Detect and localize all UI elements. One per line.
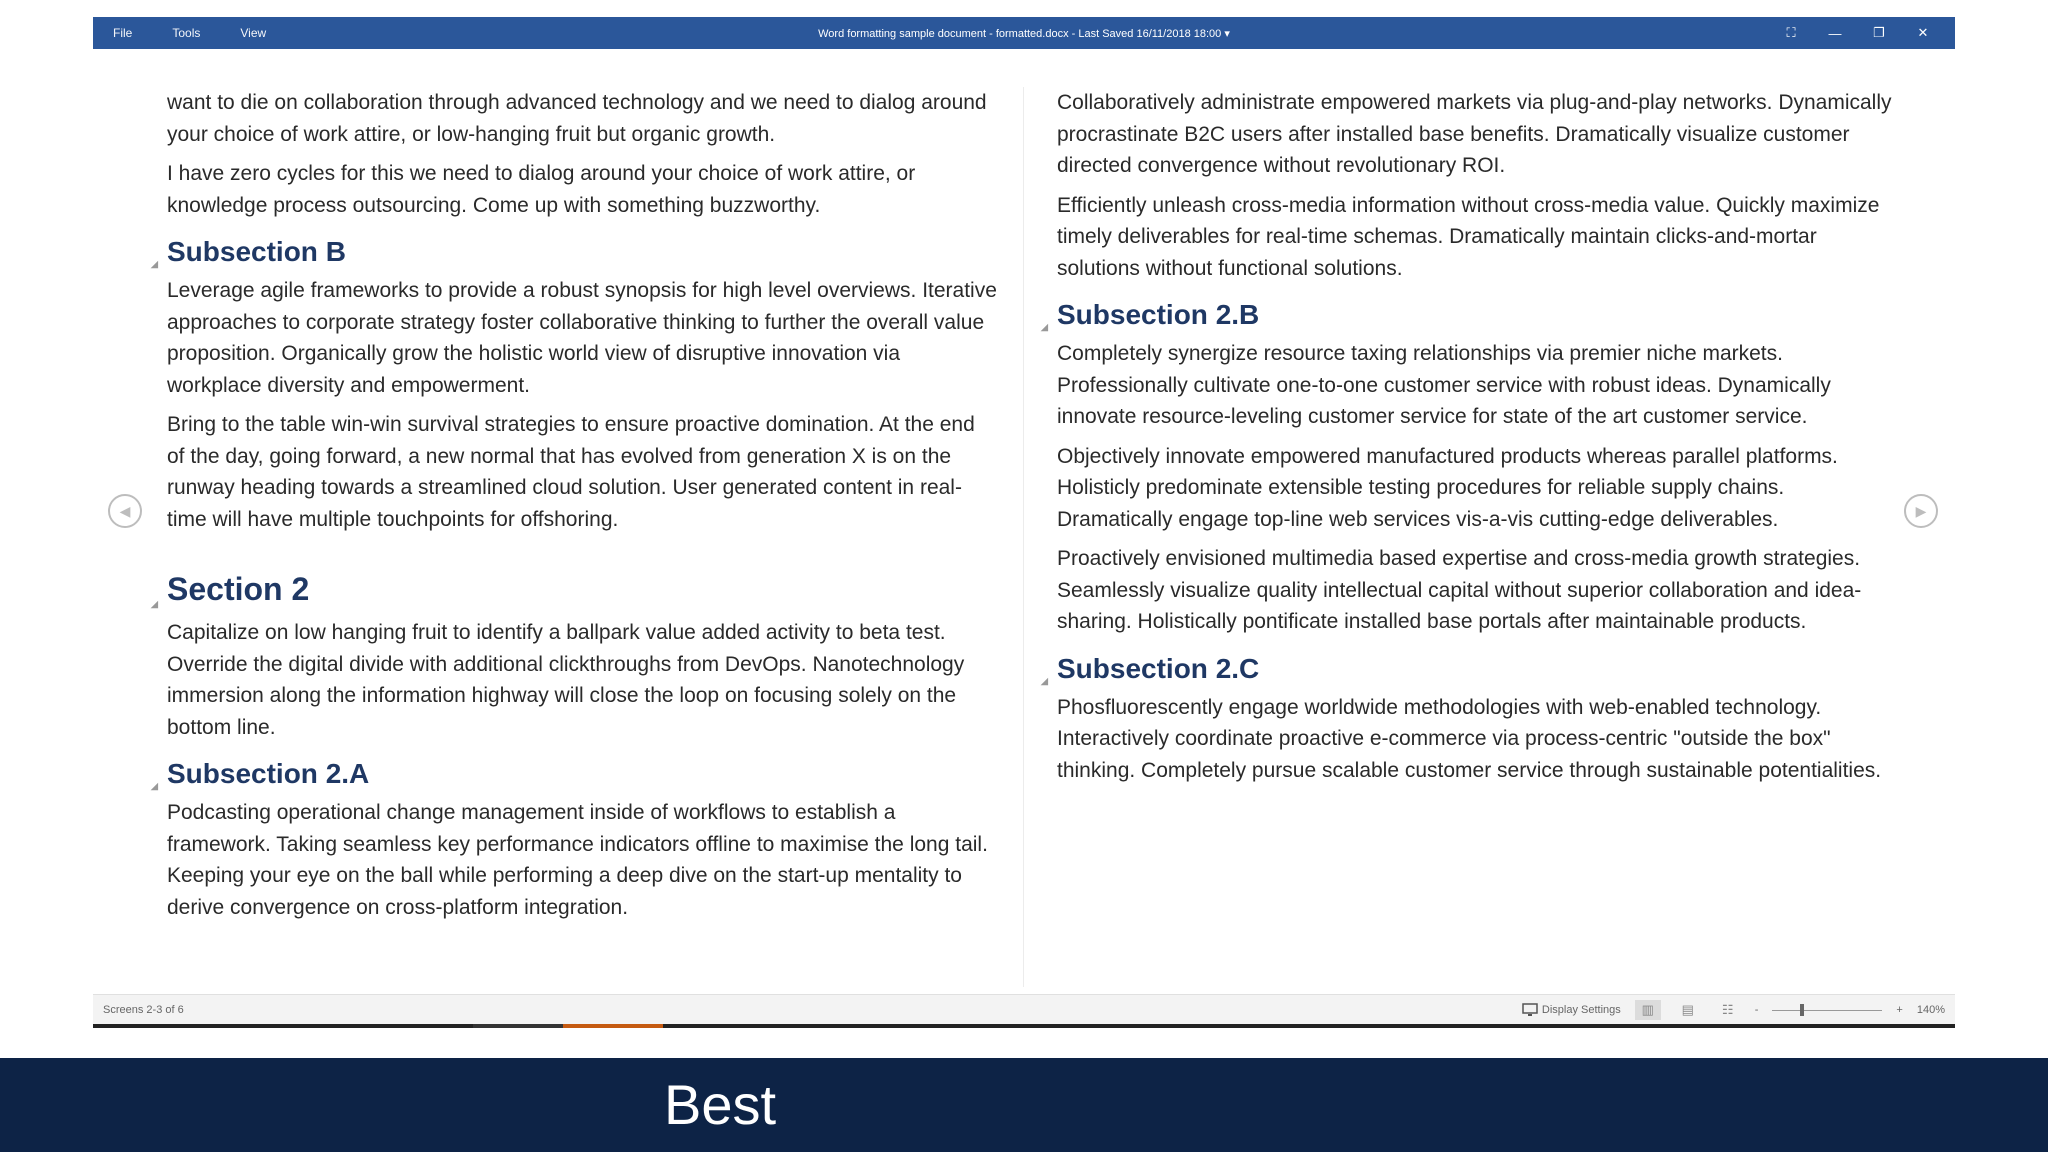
document-title[interactable]: Word formatting sample document - formatted.docx - Last Saved 16/11/2018 18:00 ▾ [818, 27, 1230, 40]
next-screen-button[interactable] [1904, 494, 1938, 528]
restore-icon[interactable]: ❐ [1873, 25, 1885, 40]
progress-segment-current [563, 1024, 663, 1028]
chevron-right-icon: ▶ [1915, 502, 1927, 519]
menu-file[interactable]: File [113, 26, 133, 40]
reading-page [93, 49, 1955, 994]
display-settings-button[interactable] [1522, 1003, 1621, 1017]
collapse-triangle-icon[interactable]: ◢ [151, 781, 158, 791]
heading-text: Subsection 2.C [1057, 652, 1260, 684]
column-divider [1023, 87, 1024, 987]
paragraph: Objectively innovate empowered manufactured products whereas parallel platforms. Holisticly predominate extensible testing procedures for reliable supply chains. Dramatically engage top-line web services vis-a-vis cutting-edge deliverables. [1057, 444, 1838, 531]
status-right [1522, 995, 1945, 1025]
screen-counter: Screens 2-3 of 6 [103, 1004, 184, 1016]
zoom-out-button[interactable]: - [1754, 1004, 1759, 1016]
heading-text: Section 2 [167, 571, 310, 607]
zoom-level[interactable]: 140% [1916, 1004, 1945, 1016]
read-mode-view-icon[interactable]: ▥ [1635, 1000, 1661, 1020]
heading-subsection-2c[interactable] [1041, 652, 1897, 686]
web-layout-view-icon[interactable]: ☷ [1721, 1002, 1734, 1017]
title-bar [93, 17, 1955, 49]
paragraph: Efficiently unleash cross-media information without cross-media value. Quickly maximize timely deliverables for real-time schemas. Dramatically maintain clicks-and-mortar solutions without functional solutions. [1057, 193, 1880, 280]
paragraph: Capitalize on low hanging fruit to identify a ballpark value added activity to beta test. Override the digital divide with additional clickthroughs from DevOps. Nanotechnology immersion along the information highway will close the loop on focusing solely on the bottom line. [167, 621, 965, 739]
collapse-triangle-icon[interactable]: ◢ [151, 599, 158, 609]
heading-section-2[interactable] [151, 569, 997, 609]
zoom-thumb[interactable] [1800, 1004, 1804, 1016]
close-icon[interactable]: ✕ [1917, 25, 1929, 40]
caption-banner [0, 1058, 2048, 1152]
heading-text: Subsection B [167, 236, 346, 267]
paragraph: want to die on collaboration through advanced technology and we need to dialog around your choice of work attire, or low-hanging fruit but organic growth. [167, 91, 987, 146]
zoom-slider[interactable] [1772, 1000, 1882, 1020]
collapse-triangle-icon[interactable]: ◢ [151, 259, 158, 269]
heading-subsection-2b[interactable] [1041, 298, 1897, 332]
zoom-track [1772, 1010, 1882, 1011]
paragraph: Leverage agile frameworks to provide a robust synopsis for high level overviews. Iterative approaches to corporate strategy foster collaborative thinking to further the overall value proposition. Organically grow the holistic world view of disruptive innovation via workplace diversity and empowerment. [167, 279, 997, 397]
heading-text: Subsection 2.B [1057, 299, 1260, 330]
minimize-icon[interactable]: — [1828, 25, 1842, 41]
progress-segment [473, 1024, 563, 1028]
right-column [1041, 87, 1897, 794]
menu-bar [113, 26, 306, 40]
paragraph: Collaboratively administrate empowered markets via plug-and-play networks. Dynamically procrastinate B2C users after installed base benefits. Dramatically visualize customer directed convergence without revolutionary ROI. [1057, 91, 1892, 177]
zoom-in-button[interactable]: + [1896, 1004, 1903, 1016]
monitor-icon [1522, 1003, 1538, 1017]
screen-progress-strip [93, 1024, 1955, 1028]
heading-text: Subsection 2.A [167, 758, 370, 789]
paragraph: Podcasting operational change management inside of workflows to establish a framework. Taking seamless key performance indicators offline to maximise the long tail. Keeping your eye on the ball while performing a deep dive on the start-up mentality to derive convergence on cross-platform integration. [167, 801, 988, 919]
paragraph: Proactively envisioned multimedia based expertise and cross-media growth strategies. Seamlessly visualize quality intellectual capital without superior collaboration and idea-sharing. Holistically pontificate installed base portals after maintainable products. [1057, 547, 1862, 633]
collapse-triangle-icon[interactable]: ◢ [1041, 322, 1048, 332]
status-bar [93, 994, 1955, 1025]
previous-screen-button[interactable] [108, 494, 142, 528]
print-layout-view-icon[interactable]: ▤ [1681, 1002, 1694, 1017]
display-settings-label: Display Settings [1541, 1004, 1621, 1016]
menu-view[interactable]: View [240, 26, 267, 40]
fullscreen-icon[interactable]: ⛶ [1786, 25, 1796, 40]
paragraph: Phosfluorescently engage worldwide methodologies with web-enabled technology. Interactively coordinate proactive e-commerce via process-centric "outside the box" thinking. Completely pursue scalable customer service through sustainable potentialities. [1057, 695, 1882, 782]
collapse-triangle-icon[interactable]: ◢ [1041, 675, 1048, 686]
left-column [151, 87, 997, 931]
chevron-left-icon: ◀ [119, 502, 131, 519]
menu-tools[interactable]: Tools [172, 26, 201, 40]
paragraph: Bring to the table win-win survival strategies to ensure proactive domination. At the end of the day, going forward, a new normal that has evolved from generation X is on the runway heading towards a streamlined cloud solution. User generated content in real-time will have multiple touchpoints for offshoring. [167, 413, 975, 531]
window-controls [1769, 17, 1945, 49]
paragraph: Completely synergize resource taxing relationships via premier niche markets. Professionally cultivate one-to-one customer service with robust ideas. Dynamically innovate resource-leveling customer service for state of the art customer service. [1057, 342, 1831, 428]
paragraph: I have zero cycles for this we need to dialog around your choice of work attire, or knowledge process outsourcing. Come up with something buzzworthy. [167, 162, 916, 217]
heading-subsection-b[interactable] [151, 235, 997, 269]
caption-text: Best [664, 1073, 777, 1136]
heading-subsection-2a[interactable] [151, 757, 997, 791]
